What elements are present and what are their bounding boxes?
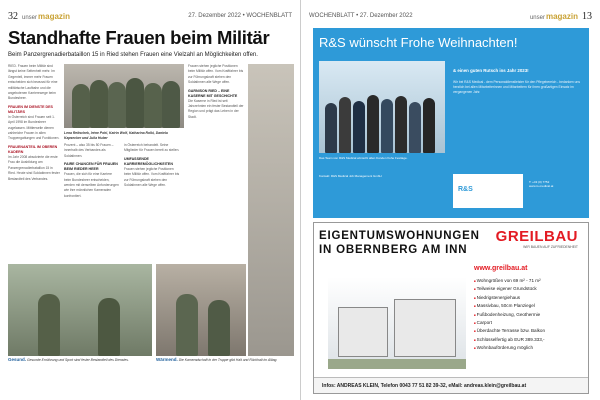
person-figure <box>395 96 407 153</box>
ad-web-link[interactable]: www.rs-medical.at <box>529 184 554 189</box>
caption-title: Wärmend. <box>156 357 178 362</box>
section-text: Im Jahr 2008 absolvierte die erste Frau die Ausbildung am Panzergrenadierbataillon 15 in Ried. Heute sind Soldatinnen fester Bestandteil des Verbandes. <box>8 154 60 181</box>
person-figure <box>409 102 421 153</box>
person-figure <box>126 78 144 128</box>
feature-item: ■ Teilweise eigener Grundstück <box>474 285 545 293</box>
person-figure <box>367 95 379 153</box>
greilbau-logo: GREILBAU <box>495 228 578 245</box>
building-block <box>394 299 456 357</box>
magazine-prefix: unser <box>22 14 38 21</box>
left-page-header <box>8 8 292 24</box>
magazine-name: magazin <box>38 11 71 21</box>
section-heading: UMFASSENDE KARRIEREMÖGLICHKEITEN <box>124 156 173 166</box>
ad-headline-line-2: IN OBERNBERG AM INN <box>319 244 468 256</box>
person-figure <box>144 83 162 128</box>
person-figure <box>325 103 337 153</box>
person-figure <box>162 81 180 128</box>
caption-text: Gesunde Ernährung und Sport sind fester Bestandteil des Dienstes. <box>26 358 129 362</box>
article-subheadline: Beim Panzergrenadierbataillon 15 in Ried stehen Frauen eine Vielzahl an Möglichkeiten offen. <box>8 52 258 58</box>
team-photo <box>319 61 445 153</box>
section-heading: GARNISON RIED – EINE KASERNE MIT GESCHICHTE <box>188 88 238 98</box>
soldier-figure <box>176 294 198 356</box>
ad-headline-line-1: EIGENTUMSWOHNUNGEN <box>319 230 480 242</box>
article-intro: RIED. Frauen beim Militär sind längst keine Seltenheit mehr. Im Gegenteil, immer mehr Frauen entscheiden sich bewusst für eine militärische Laufbahn und die angebotenen Karrierewege beim Bundesheer. <box>8 64 58 101</box>
page-number: 32 <box>8 10 18 22</box>
building-block <box>338 307 388 357</box>
column-text: Prozent – also 35 bis 50 Frauen – innerhalb des Verbandes als Soldatinnen. <box>64 143 114 158</box>
ad-footer-contact: Infos: ANDREAS KLEIN, Telefon 0043 77 51 82 39-32, eMail: andreas.klein@greilbau.at <box>314 377 588 393</box>
soldier-figure <box>38 294 60 356</box>
section-text: In Österreich sind Frauen seit 1. April 1998 im Bundesheer zugelassen. Mittlerweile dienen zahlreiche Frauen in allen Truppengattungen und Funktionen. <box>8 114 60 141</box>
caption-names: Lena Reitschek, Iréne Pohl, Katrin Wolf, Katharina Rolki, Daniela Kapsecker und Julia Huber <box>64 131 168 140</box>
ad-photo-caption: Das Team von R&S Medical wünscht allen Kunden frohe Festtage. <box>319 156 408 160</box>
bottom-photo-left <box>8 264 152 356</box>
date-line: 27. Dezember 2022 • WOCHENBLATT <box>188 13 292 19</box>
page-number: 13 <box>582 10 592 22</box>
ad-body-text: Wir bei R&S Medical - dem Personaldienstleister für den Pflegebereich - bedanken uns herzlich bei allen Mitarbeiterinnen und Mitarbeitern für ihren großartigen Einsatz im vergangenen Jahr. <box>453 80 580 95</box>
greilbau-tagline: WIR BAUEN AUF ZUFRIEDENHEIT <box>523 245 578 249</box>
person-figure <box>72 84 90 128</box>
feature-item: ■ Wohnbauförderung möglich <box>474 344 545 352</box>
section-text: Die Kaserne in Ried ist seit Jahrzehnten ein fester Bestandteil der Region und prägt das Leben in der Stadt. <box>188 98 244 119</box>
person-figure <box>353 101 365 153</box>
magazine-logo <box>530 12 578 21</box>
photo-caption <box>64 131 184 141</box>
magazine-name: magazin <box>545 11 578 21</box>
ad-headline: R&S wünscht Frohe Weihnachten! <box>319 35 518 50</box>
section-heading: FRAUENANTEIL IM OBEREN KADERN <box>8 144 58 154</box>
magazine-logo <box>22 12 70 21</box>
caption-title: Gesund. <box>8 357 27 362</box>
magazine-prefix: unser <box>529 14 545 21</box>
ad-slogan: & einen guten Rutsch ins Jahr 2023! <box>453 68 529 73</box>
feature-item: ■ Carport <box>474 319 545 327</box>
ad-contact: Kontakt: R&S Medical Job Management GmbH <box>319 174 382 178</box>
lawn <box>328 359 466 369</box>
soldier-figure <box>208 300 230 356</box>
building-rendering <box>328 277 466 369</box>
feature-item: ■ Massivbau, 50cm Planziegel <box>474 302 545 310</box>
ad-phone: T: +43 (0) 7752 <box>529 180 550 184</box>
greilbau-ad <box>313 222 589 394</box>
bottom-caption-1 <box>8 358 152 363</box>
section-text: Frauen, die sich für eine Karriere beim Bundesheer entscheiden, werden mit denselben Anforderungen wie ihre männlichen Kameraden konfrontiert. <box>64 172 119 198</box>
person-figure <box>381 99 393 153</box>
feature-list <box>474 277 545 353</box>
group-photo <box>64 64 184 128</box>
feature-item: ■ Niedrigstenergiehaus <box>474 294 545 302</box>
person-figure <box>423 98 435 153</box>
ad-web-link[interactable]: www.greilbau.at <box>474 265 528 272</box>
bottom-caption-2 <box>156 358 294 363</box>
person-figure <box>108 82 126 128</box>
column-text: in Österreich behandelt. Seine Mitglieder für Frauen bereit zu stellen. <box>124 143 180 153</box>
feature-item: ■ Wohngrößen von 69 m² - 71 m² <box>474 277 545 285</box>
feature-item: ■ Überdachte Terrasse bzw. Balkon <box>474 327 545 335</box>
caption-text: Die Kameradschaft in der Truppe gibt Halt und Rückhalt im Alltag. <box>178 358 278 362</box>
right-page-header <box>309 8 592 24</box>
date-line: WOCHENBLATT • 27. Dezember 2022 <box>309 13 413 19</box>
logo-text: R&S <box>458 186 473 193</box>
right-page <box>300 0 600 400</box>
bottom-photo-right <box>156 264 246 356</box>
feature-item: ■ Schlüsselfertig ab EUR 389.333,- <box>474 336 545 344</box>
feature-item: ■ Fußbodenheizung, Geothermie <box>474 311 545 319</box>
column-text: Frauen stehen jegliche Positionen beim Militär offen. Vom Kraftfahrer bis zur Führungskraft stehen den Soldatinnen alle Wege offen. <box>188 64 244 85</box>
section-heading: FAIRE CHANCEN FÜR FRAUEN BEIM RIEDER HEER <box>64 162 118 172</box>
person-figure <box>90 80 108 128</box>
soldier-figure <box>98 298 120 356</box>
section-heading: FRAUEN IM DIENSTE DES MILITÄRS <box>8 104 53 114</box>
side-photo <box>248 64 294 356</box>
rs-logo <box>453 174 523 208</box>
person-figure <box>339 97 351 153</box>
ad-phone-web <box>529 180 553 189</box>
ad-headline <box>319 229 480 257</box>
article-headline: Standhafte Frauen beim Militär <box>8 27 270 48</box>
rs-medical-ad <box>313 28 589 218</box>
section-text: Frauen stehen jegliche Positionen beim Militär offen. Vom Kraftfahrer bis zur Führungskraft stehen den Soldatinnen alle Wege offen. <box>124 166 180 188</box>
